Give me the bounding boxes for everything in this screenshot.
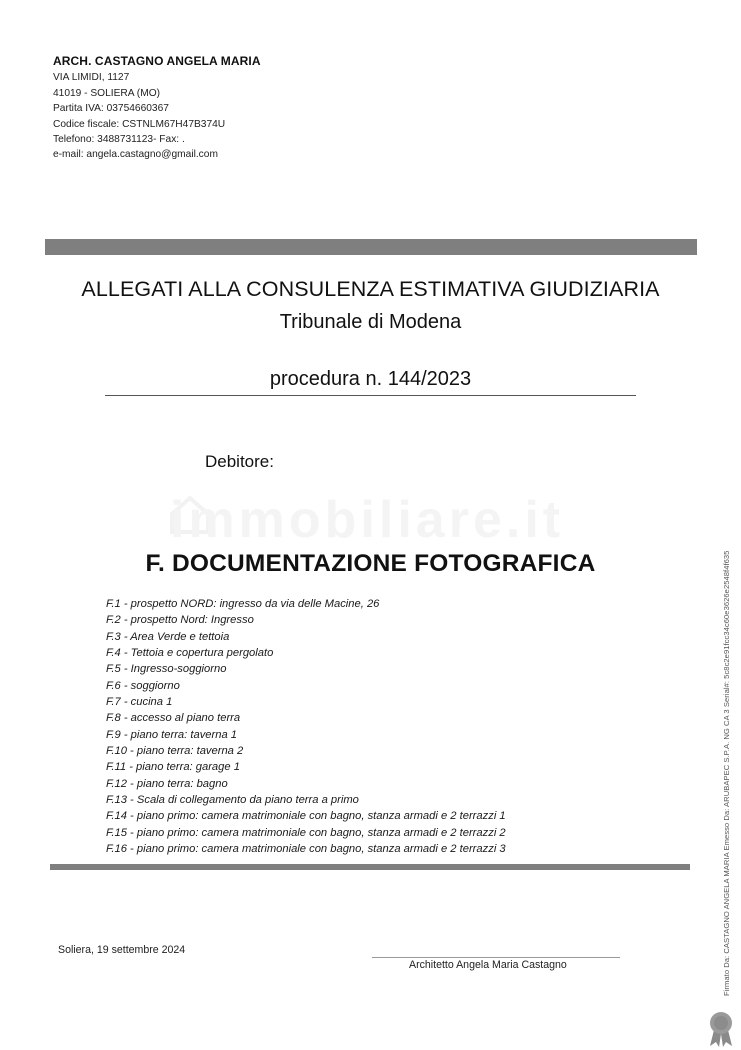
list-item: F.13 - Scala di collegamento da piano terra a primo	[106, 794, 359, 807]
author-vat: Partita IVA: 03754660367	[53, 103, 169, 115]
list-item: F.8 - accesso al piano terra	[106, 712, 241, 725]
list-item: F.9 - piano terra: taverna 1	[106, 728, 238, 741]
list-item: F.4 - Tettoia e copertura pergolato	[106, 647, 274, 660]
list-item: F.15 - piano primo: camera matrimoniale con bagno, stanza armadi e 2 terrazzi 2	[106, 826, 506, 839]
bottom-divider-bar	[50, 864, 690, 870]
author-city: 41019 - SOLIERA (MO)	[53, 87, 161, 99]
list-item: F.5 - Ingresso-soggiorno	[106, 663, 227, 676]
author-email: e-mail: angela.castagno@gmail.com	[53, 149, 218, 161]
top-divider-bar	[45, 239, 697, 255]
list-item: F.10 - piano terra: taverna 2	[106, 745, 244, 758]
list-item: F.6 - soggiorno	[106, 679, 180, 692]
list-item: F.3 - Area Verde e tettoia	[106, 630, 230, 643]
author-block	[53, 54, 261, 163]
list-item: F.7 - cucina 1	[106, 696, 173, 709]
court-name: Tribunale di Modena	[279, 311, 462, 333]
list-item: F.14 - piano primo: camera matrimoniale con bagno, stanza armadi e 2 terrazzi 1	[106, 810, 506, 823]
photo-list	[106, 596, 506, 858]
list-item: F.2 - prospetto Nord: Ingresso	[106, 614, 254, 627]
author-tax-code: Codice fiscale: CSTNLM67H47B374U	[53, 118, 226, 130]
signature-line	[372, 957, 620, 958]
list-item: F.16 - piano primo: camera matrimoniale con bagno, stanza armadi e 2 terrazzi 3	[106, 843, 506, 856]
list-item: F.11 - piano terra: garage 1	[106, 761, 240, 774]
document-title: ALLEGATI ALLA CONSULENZA ESTIMATIVA GIUDIZIARIA	[81, 277, 660, 301]
signer-name: Architetto Angela Maria Castagno	[409, 959, 567, 971]
debtor-label: Debitore:	[205, 452, 274, 471]
author-address: VIA LIMIDI, 1127	[53, 72, 130, 84]
procedure-underline	[105, 395, 636, 396]
place-date: Soliera, 19 settembre 2024	[58, 944, 186, 956]
procedure-number: procedura n. 144/2023	[269, 368, 472, 390]
list-item: F.1 - prospetto NORD: ingresso da via delle Macine, 26	[106, 598, 380, 610]
author-name: ARCH. CASTAGNO ANGELA MARIA	[53, 54, 261, 68]
seal-ribbon-icon	[706, 1010, 736, 1048]
digital-signature-text: Firmato Da: CASTAGNO ANGELA MARIA Emesso Da: ARUBAPEC S.P.A. NG CA 3 Serial#: 5c8c2e91fcc34c60e3626e2548f4f635	[722, 550, 731, 996]
watermark-text: immobiliare.it	[170, 491, 565, 549]
author-phone: Telefono: 3488731123- Fax: .	[53, 134, 185, 146]
list-item: F.12 - piano terra: bagno	[106, 777, 228, 790]
section-heading: F. DOCUMENTAZIONE FOTOGRAFICA	[145, 550, 596, 577]
